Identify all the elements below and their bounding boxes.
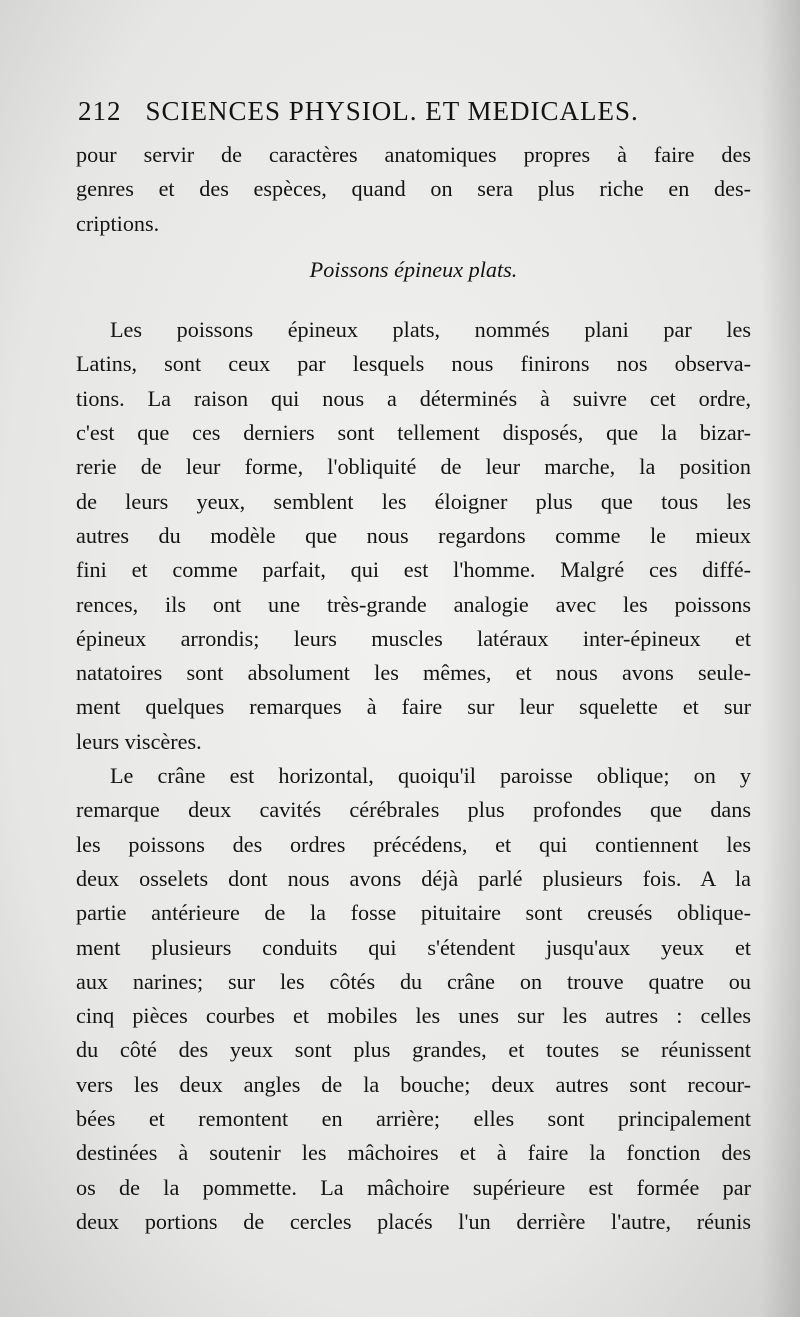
text-line: remarque deux cavités cérébrales plus profondes que dans [76, 797, 751, 823]
text-line: partie antérieure de la fosse pituitaire sont creusés oblique- [76, 900, 751, 926]
text-line: Latins, sont ceux par lesquels nous finirons nos observa- [76, 351, 751, 377]
text-line: aux narines; sur les côtés du crâne on trouve quatre ou [76, 968, 751, 994]
text-line: rences, ils ont une très-grande analogie avec les poissons [76, 591, 751, 617]
text-line: tions. La raison qui nous a déterminés à suivre cet ordre, [76, 385, 751, 411]
text-line: ment plusieurs conduits qui s'étendent jusqu'aux yeux et [76, 934, 751, 960]
running-header [78, 96, 718, 127]
text-line: les poissons des ordres précédens, et qui contiennent les [76, 831, 751, 857]
text-line: du côté des yeux sont plus grandes, et toutes se réunissent [76, 1037, 751, 1063]
text-line: destinées à soutenir les mâchoires et à faire la fonction des [76, 1140, 751, 1166]
running-title: SCIENCES PHYSIOL. ET MEDICALES. [145, 96, 639, 126]
text-line: criptions. [76, 210, 160, 236]
page-edge-shadow [760, 0, 800, 1317]
text-line: genres et des espèces, quand on sera plus riche en des- [76, 176, 751, 202]
text-line: autres du modèle que nous regardons comme le mieux [76, 522, 751, 548]
text-line: natatoires sont absolument les mêmes, et nous avons seule- [76, 660, 751, 686]
text-line: rerie de leur forme, l'obliquité de leur marche, la position [76, 454, 751, 480]
text-line: cinq pièces courbes et mobiles les unes sur les autres : celles [76, 1003, 751, 1029]
text-line: os de la pommette. La mâchoire supérieure est formée par [76, 1174, 751, 1200]
text-line: vers les deux angles de la bouche; deux autres sont recour- [76, 1071, 751, 1097]
text-line: épineux arrondis; leurs muscles latéraux inter-épineux et [76, 625, 751, 651]
text-line: c'est que ces derniers sont tellement disposés, que la bizar- [76, 420, 751, 446]
text-line: de leurs yeux, semblent les éloigner plus que tous les [76, 488, 751, 514]
text-line: pour servir de caractères anatomiques propres à faire des [76, 142, 751, 167]
text-line: leurs viscères. [76, 728, 202, 754]
body-text [76, 138, 751, 1239]
page-number: 212 [78, 96, 122, 126]
text-line: ment quelques remarques à faire sur leur squelette et sur [76, 694, 751, 720]
text-line: Le crâne est horizontal, quoiqu'il paroisse oblique; on y [110, 763, 751, 789]
text-line: bées et remontent en arrière; elles sont principalement [76, 1106, 751, 1132]
text-line: deux osselets dont nous avons déjà parlé plusieurs fois. A la [76, 865, 751, 891]
section-heading: Poissons épineux plats. [309, 256, 518, 282]
text-line: deux portions de cercles placés l'un derrière l'autre, réunis [76, 1208, 751, 1234]
text-line: Les poissons épineux plats, nommés plani par les [110, 317, 751, 343]
text-line: fini et comme parfait, qui est l'homme. Malgré ces diffé- [76, 557, 751, 583]
